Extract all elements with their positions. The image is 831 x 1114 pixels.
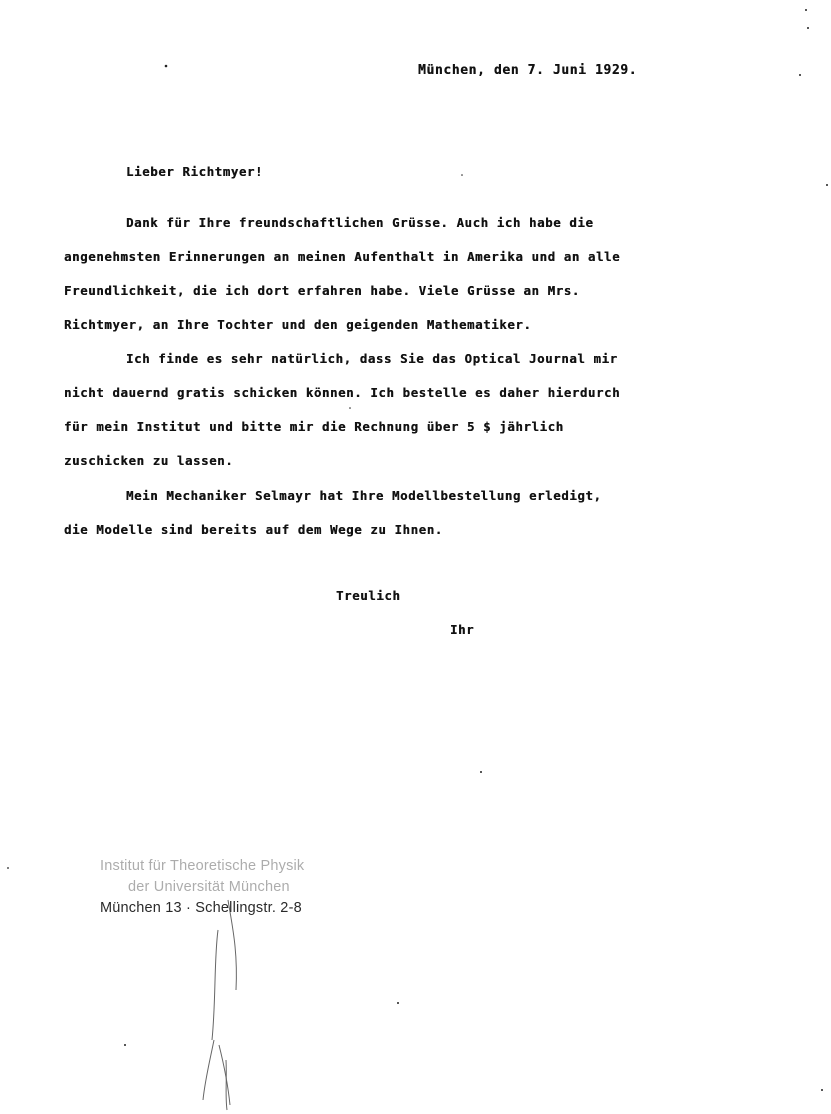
pen-scribble bbox=[203, 900, 236, 1110]
signoff: Ihr bbox=[450, 622, 475, 637]
body-line: die Modelle sind bereits auf dem Wege zu Ihnen. bbox=[64, 522, 443, 537]
date-line: München, den 7. Juni 1929. bbox=[418, 63, 638, 78]
body-line: angenehmsten Erinnerungen an meinen Aufenthalt in Amerika und an alle bbox=[64, 249, 621, 264]
body-line: Freundlichkeit, die ich dort erfahren habe. Viele Grüsse an Mrs. bbox=[64, 283, 580, 298]
stamp-line-institute: Institut für Theoretische Physik bbox=[100, 858, 305, 874]
stamp-line-university: der Universität München bbox=[128, 879, 290, 895]
salutation: Lieber Richtmyer! bbox=[126, 164, 264, 179]
body-line: für mein Institut und bitte mir die Rechnung über 5 $ jährlich bbox=[64, 419, 564, 434]
institute-stamp bbox=[100, 856, 340, 919]
closing: Treulich bbox=[336, 588, 401, 603]
body-line: Ich finde es sehr natürlich, dass Sie das Optical Journal mir bbox=[126, 351, 618, 366]
body-line: Richtmyer, an Ihre Tochter und den geigenden Mathematiker. bbox=[64, 317, 532, 332]
body-line: zuschicken zu lassen. bbox=[64, 453, 234, 468]
body-line: nicht dauernd gratis schicken können. Ich bestelle es daher hierdurch bbox=[64, 385, 621, 400]
stamp-line-address: München 13 · Schellingstr. 2-8 bbox=[100, 900, 302, 916]
body-line: Dank für Ihre freundschaftlichen Grüsse. Auch ich habe die bbox=[126, 215, 594, 230]
body-line: Mein Mechaniker Selmayr hat Ihre Modellbestellung erledigt, bbox=[126, 488, 602, 503]
